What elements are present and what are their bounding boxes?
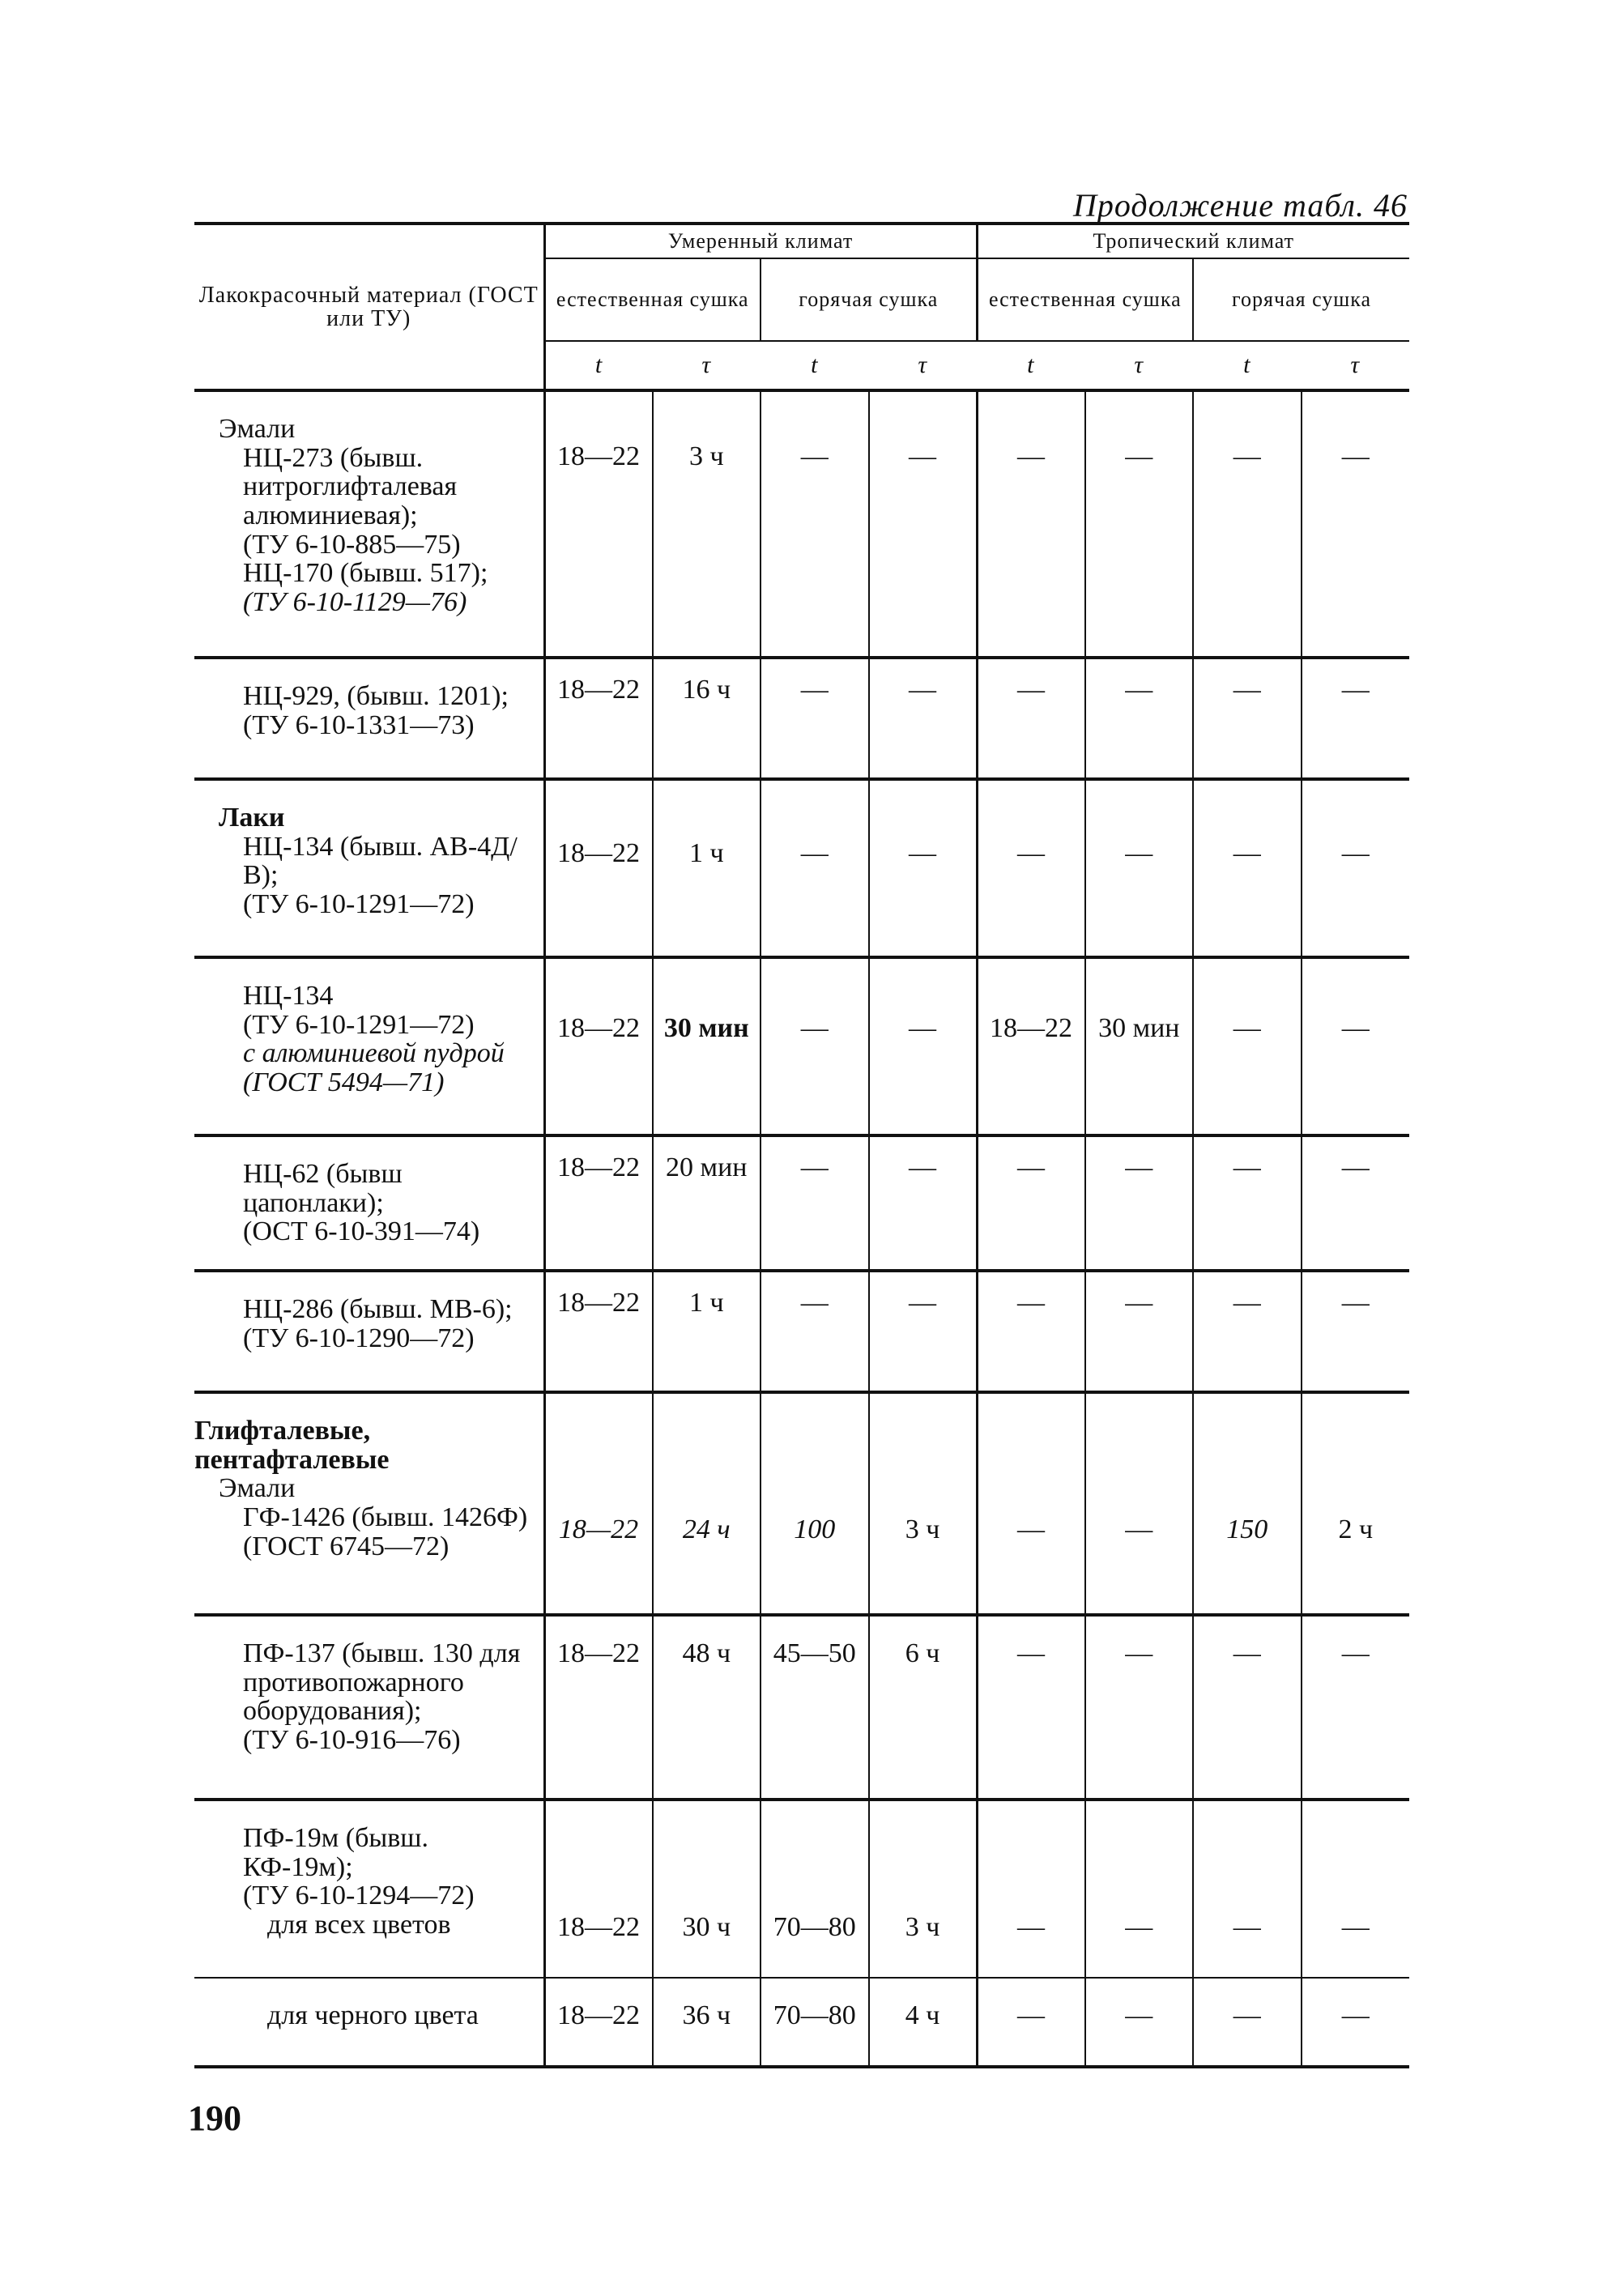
tropical-natural-t-cell: — bbox=[977, 1615, 1085, 1800]
tropical-natural-tau-cell: — bbox=[1085, 779, 1194, 957]
material-name: НЦ-273 (бывш. нитроглифталевая алюминиевая); bbox=[243, 442, 458, 531]
tropical-hot-drying-header: горячая сушка bbox=[1193, 258, 1409, 341]
material-cell bbox=[194, 1392, 544, 1615]
temperate-natural-t-cell: 18—22 bbox=[544, 1978, 653, 2067]
temperate-natural-t-cell: 18—22 bbox=[544, 1271, 653, 1392]
material-spec: (ТУ 6-10-1331—73) bbox=[243, 709, 475, 740]
temperate-hot-t-cell: 100 bbox=[761, 1392, 869, 1615]
tropical-hot-t-cell: — bbox=[1193, 779, 1302, 957]
temperate-hot-t-cell: — bbox=[761, 957, 869, 1135]
tropical-hot-tau-cell: 2 ч bbox=[1338, 1514, 1374, 1545]
temperate-hot-tau-header: τ bbox=[918, 351, 928, 379]
tropical-natural-t-cell: — bbox=[977, 1135, 1085, 1271]
material-name: НЦ-134 (бывш. АВ-4Д/В); bbox=[243, 831, 518, 891]
tropical-hot-tau-cell: — bbox=[1341, 838, 1370, 868]
tropical-natural-tau-cell: — bbox=[1085, 1392, 1194, 1615]
tropical-hot-t-cell: — bbox=[1193, 1135, 1302, 1271]
material-name: НЦ-62 (бывш цапонлаки); bbox=[243, 1159, 403, 1218]
temperate-natural-t-cell: 18—22 bbox=[544, 1135, 653, 1271]
group-heading: Глифталевые, пентафталевые bbox=[194, 1416, 390, 1475]
material-name: ПФ-19м (бывш. КФ-19м); bbox=[243, 1823, 428, 1882]
temperate-natural-tau-cell: 48 ч bbox=[653, 1615, 761, 1800]
temperate-natural-t-cell: 18—22 bbox=[544, 1392, 653, 1615]
tropical-hot-tau-cell: — bbox=[1341, 2000, 1370, 2031]
material-name: НЦ-170 (бывш. 517); bbox=[243, 558, 488, 589]
tropical-hot-tau-cell: — bbox=[1341, 1912, 1370, 1943]
material-cell bbox=[194, 1615, 544, 1800]
tropical-natural-t-cell: — bbox=[977, 1978, 1085, 2067]
temperate-climate-header: Умеренный климат bbox=[544, 224, 977, 258]
tropical-hot-t-cell: — bbox=[1193, 1271, 1302, 1392]
drying-table-wrapper bbox=[194, 222, 1409, 2068]
table-row bbox=[194, 1271, 1409, 1392]
temperate-natural-tau-cell: 30 ч bbox=[653, 1800, 761, 1978]
material-spec: (ОСТ 6-10-391—74) bbox=[243, 1216, 480, 1247]
temperate-hot-tau-cell: 6 ч bbox=[869, 1615, 978, 1800]
temperate-natural-tau-cell: 20 мин bbox=[653, 1135, 761, 1271]
tropical-hot-tau-cell: — bbox=[1341, 1288, 1370, 1318]
temperate-natural-drying-header: естественная сушка bbox=[544, 258, 761, 341]
tropical-natural-t-cell: — bbox=[977, 1271, 1085, 1392]
temperate-hot-tau-cell: — bbox=[869, 779, 978, 957]
temperate-natural-tau-cell: 30 мин bbox=[653, 957, 761, 1135]
tropical-hot-tau-header: τ bbox=[1350, 351, 1361, 379]
material-name: ПФ-137 (бывш. 130 для противопожарного оборудования); bbox=[243, 1638, 521, 1727]
tropical-hot-t-cell: — bbox=[1193, 957, 1302, 1135]
temperate-hot-tau-cell: — bbox=[869, 1271, 978, 1392]
table-row bbox=[194, 779, 1409, 957]
tropical-natural-tau-cell: — bbox=[1085, 1978, 1194, 2067]
tropical-hot-tau-cell: — bbox=[1341, 1013, 1370, 1043]
material-cell bbox=[194, 1271, 544, 1392]
temperate-natural-tau-header: τ bbox=[701, 351, 712, 379]
tropical-natural-tau-cell: — bbox=[1085, 390, 1194, 658]
tropical-natural-tau-cell: — bbox=[1085, 1800, 1194, 1978]
temperate-natural-tau-cell: 24 ч bbox=[653, 1392, 761, 1615]
material-name: НЦ-286 (бывш. МВ-6); bbox=[243, 1294, 513, 1325]
material-cell bbox=[194, 1978, 544, 2067]
temperate-hot-tau-cell: — bbox=[869, 1135, 978, 1271]
tropical-natural-drying-header: естественная сушка bbox=[977, 258, 1193, 341]
material-spec: (ТУ 6-10-1291—72) bbox=[243, 1009, 475, 1040]
material-spec: (ГОСТ 6745—72) bbox=[243, 1531, 449, 1561]
temperate-natural-t-cell: 18—22 bbox=[544, 1800, 653, 1978]
material-column-header: Лакокрасочный материал (ГОСТ или ТУ) bbox=[194, 224, 544, 390]
temperate-natural-t-cell: 18—22 bbox=[544, 658, 653, 779]
material-variant: для всех цветов bbox=[267, 1910, 451, 1940]
temperate-hot-t-cell: — bbox=[761, 390, 869, 658]
temperate-natural-tau-cell: 1 ч bbox=[653, 1271, 761, 1392]
tropical-natural-t-cell: — bbox=[977, 779, 1085, 957]
table-row bbox=[194, 1978, 1409, 2067]
material-cell bbox=[194, 779, 544, 957]
temperate-natural-t-cell: 18—22 bbox=[544, 390, 653, 658]
temperate-hot-t-cell: — bbox=[761, 779, 869, 957]
tropical-hot-tau-cell: — bbox=[1341, 675, 1370, 705]
table-row bbox=[194, 1135, 1409, 1271]
temperate-hot-tau-cell: 3 ч bbox=[869, 1392, 978, 1615]
temperate-natural-tau-cell: 36 ч bbox=[653, 1978, 761, 2067]
material-spec: (ТУ 6-10-1291—72) bbox=[243, 889, 475, 920]
material-name: НЦ-929, (бывш. 1201); bbox=[243, 681, 509, 711]
tropical-hot-t-header: t bbox=[1243, 351, 1251, 379]
table-row bbox=[194, 390, 1409, 658]
temperate-natural-t-header: t bbox=[594, 351, 603, 379]
table-row bbox=[194, 957, 1409, 1135]
material-spec: (ТУ 6-10-916—76) bbox=[243, 1725, 461, 1756]
table-row bbox=[194, 1615, 1409, 1800]
tropical-natural-t-cell: — bbox=[977, 658, 1085, 779]
tropical-natural-t-cell: — bbox=[977, 1392, 1085, 1615]
material-variant: для черного цвета bbox=[267, 2000, 479, 2031]
temperate-hot-t-cell: — bbox=[761, 658, 869, 779]
tropical-hot-t-cell: — bbox=[1193, 1800, 1302, 1978]
temperate-hot-t-cell: 70—80 bbox=[761, 1800, 869, 1978]
temperate-hot-t-cell: 70—80 bbox=[761, 1978, 869, 2067]
temperate-natural-t-cell: 18—22 bbox=[544, 957, 653, 1135]
material-spec: (ТУ 6-10-885—75) bbox=[243, 529, 461, 560]
material-name: НЦ-134 bbox=[243, 981, 334, 1011]
drying-modes-table bbox=[194, 222, 1409, 2068]
tropical-climate-header: Тропический климат bbox=[977, 224, 1409, 258]
material-spec: (ТУ 6-10-1294—72) bbox=[243, 1881, 475, 1911]
temperate-hot-tau-cell: 3 ч bbox=[869, 1800, 978, 1978]
table-row bbox=[194, 1392, 1409, 1615]
tropical-natural-tau-cell: — bbox=[1085, 1135, 1194, 1271]
tropical-natural-t-cell: 18—22 bbox=[977, 957, 1085, 1135]
tropical-hot-t-cell: — bbox=[1193, 658, 1302, 779]
temperate-hot-tau-cell: — bbox=[869, 390, 978, 658]
tropical-natural-tau-cell: — bbox=[1085, 1271, 1194, 1392]
temperate-natural-t-cell: 18—22 bbox=[544, 779, 653, 957]
tropical-hot-tau-cell: — bbox=[1341, 1152, 1370, 1182]
tropical-hot-t-cell: — bbox=[1193, 390, 1302, 658]
material-spec: (ТУ 6-10-1129—76) bbox=[243, 587, 467, 618]
table-body bbox=[194, 390, 1409, 2067]
temperate-hot-tau-cell: — bbox=[869, 658, 978, 779]
temperate-hot-t-cell: — bbox=[761, 1135, 869, 1271]
temperate-hot-tau-cell: 4 ч bbox=[869, 1978, 978, 2067]
temperate-natural-tau-cell: 3 ч bbox=[653, 390, 761, 658]
temperate-hot-t-header: t bbox=[811, 351, 819, 379]
tropical-hot-t-cell: — bbox=[1193, 1978, 1302, 2067]
tropical-natural-tau-header: τ bbox=[1134, 351, 1144, 379]
tropical-natural-tau-cell: — bbox=[1085, 658, 1194, 779]
temperate-hot-drying-header: горячая сушка bbox=[761, 258, 977, 341]
tropical-natural-t-cell: — bbox=[977, 1800, 1085, 1978]
material-cell bbox=[194, 1800, 544, 1978]
temperate-natural-t-cell: 18—22 bbox=[544, 1615, 653, 1800]
table-row bbox=[194, 658, 1409, 779]
table-continuation-caption: Продолжение табл. 46 bbox=[1072, 187, 1408, 224]
group-heading: Эмали bbox=[219, 414, 296, 444]
material-name: ГФ-1426 (бывш. 1426Ф) bbox=[243, 1502, 528, 1533]
tropical-hot-tau-cell: — bbox=[1341, 441, 1370, 471]
page-number: 190 bbox=[188, 2098, 241, 2138]
tropical-natural-t-cell: — bbox=[977, 390, 1085, 658]
tropical-natural-t-header: t bbox=[1027, 351, 1035, 379]
temperate-hot-t-cell: — bbox=[761, 1271, 869, 1392]
group-subheading: Эмали bbox=[219, 1473, 296, 1504]
material-cell bbox=[194, 1135, 544, 1271]
temperate-natural-tau-cell: 16 ч bbox=[653, 658, 761, 779]
material-cell bbox=[194, 658, 544, 779]
material-spec: (ТУ 6-10-1290—72) bbox=[243, 1323, 475, 1353]
tropical-hot-t-cell: 150 bbox=[1193, 1392, 1302, 1615]
table-header bbox=[194, 224, 1409, 390]
tropical-natural-tau-cell: — bbox=[1085, 1615, 1194, 1800]
material-cell bbox=[194, 957, 544, 1135]
temperate-natural-tau-cell: 1 ч bbox=[653, 779, 761, 957]
table-row bbox=[194, 1800, 1409, 1978]
tropical-natural-tau-cell: 30 мин bbox=[1085, 957, 1194, 1135]
tropical-hot-t-cell: — bbox=[1193, 1615, 1302, 1800]
material-cell bbox=[194, 390, 544, 658]
temperate-hot-tau-cell: — bbox=[869, 957, 978, 1135]
tropical-hot-tau-cell: — bbox=[1341, 1638, 1370, 1669]
temperate-hot-t-cell: 45—50 bbox=[761, 1615, 869, 1800]
material-note: с алюминиевой пудрой (ГОСТ 5494—71) bbox=[243, 1038, 505, 1098]
group-heading: Лаки bbox=[219, 803, 285, 833]
